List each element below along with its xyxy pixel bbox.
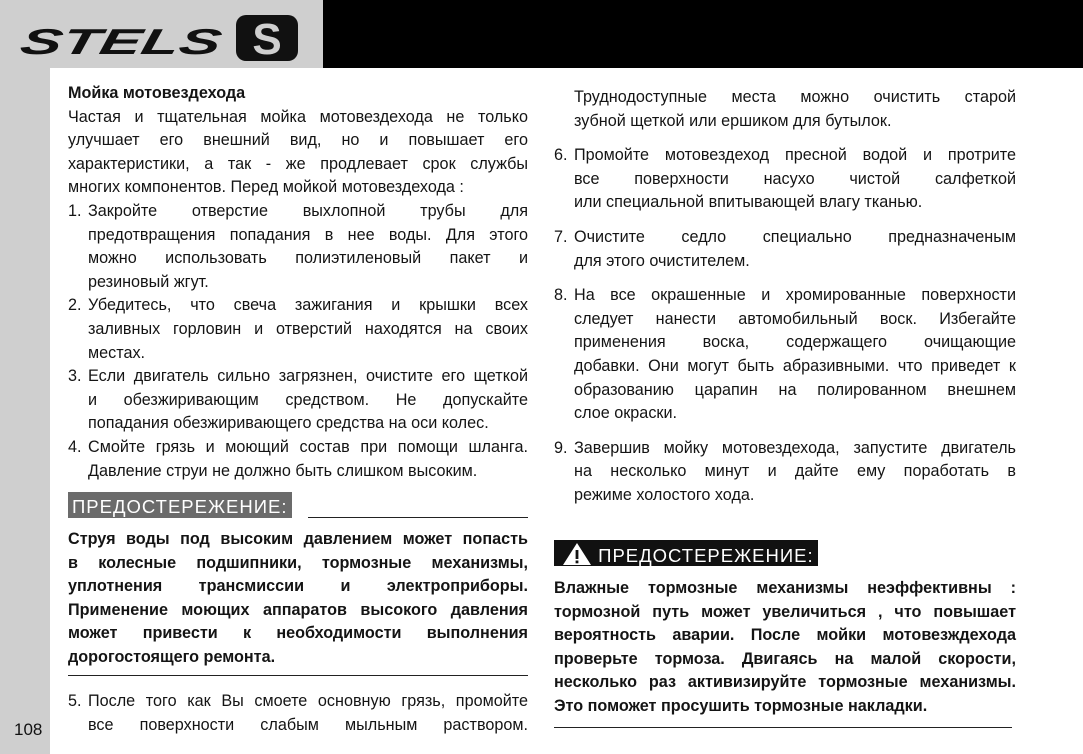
item-line: На все окрашенные и хромированные поверхности (574, 286, 1016, 305)
item-line: Давление струи не должно быть слишком высоким. (88, 461, 478, 480)
item-line: Очистите седло специально предназначеным (574, 227, 1016, 246)
item-line: Промойте мотовездеход пресной водой и протрите (574, 146, 1016, 165)
warning-label: ПРЕДОСТЕРЕЖЕНИЕ: (68, 492, 292, 518)
item-line: попадания обезжиривающего средства на оси колес. (88, 414, 489, 433)
section-title: Мойка мотовездехода (68, 84, 246, 102)
warning-line: Струя воды под высоким давлением может попасть (68, 530, 528, 548)
list-item-1 (68, 200, 528, 294)
item-line: режиме холостого хода. (574, 485, 755, 504)
item-line: резиновый жгут. (88, 272, 209, 291)
item-line: предотвращения попадания в нее воды. Для этого (88, 225, 528, 244)
warning-label: ПРЕДОСТЕРЕЖЕНИЕ: (598, 545, 814, 566)
item-line: заливных горловин и отверстий находятся на своих (88, 319, 528, 338)
item-line: местах. (88, 343, 146, 362)
page-number: 108 (14, 720, 43, 739)
list-item-6 (554, 144, 1016, 215)
item-line: слое окраски. (574, 404, 678, 423)
item-line: все поверхности насухо чистой салфеткой (574, 169, 1016, 188)
side-margin-bar (0, 68, 50, 754)
item-line: или специальной впитывающей влагу тканью. (574, 193, 923, 212)
list-item-8 (554, 284, 1016, 426)
warning-label-box (554, 540, 818, 566)
item-line: зубной щеткой или ершиком для бутылок. (574, 111, 892, 130)
list-item-2 (68, 294, 528, 365)
warning-line: Это поможет просушить тормозные накладки. (554, 696, 928, 715)
divider (554, 727, 1012, 728)
item-line: После того как Вы смоете основную грязь, промойте (88, 692, 528, 710)
warning-line: тормозной путь может увеличиться , что повышает (554, 602, 1016, 621)
warning-line: Влажные тормозные механизмы неэффективны : (554, 579, 1016, 597)
warning-line: дорогостоящего ремонта. (68, 647, 276, 666)
list-number: 6. (554, 146, 568, 165)
brand-logo-area (0, 0, 323, 68)
item-line: все поверхности слабым мыльным раствором. (88, 715, 528, 734)
stels-logo (0, 0, 323, 68)
warning-line: может привести к необходимости выполнения (68, 624, 528, 643)
item-line: Закройте отверстие выхлопной трубы для (88, 201, 528, 220)
list-number: 2. (68, 296, 82, 315)
right-warning-text (554, 577, 1016, 719)
list-item-3 (68, 365, 528, 436)
intro-line: улучшает его внешний вид, но и повышает его (68, 131, 528, 150)
warning-line: несколько раз активизируйте тормозные механизмы. (554, 673, 1016, 692)
brand-mark-letter: S (252, 15, 282, 64)
warning-line: Применение моющих аппаратов высокого давления (68, 600, 528, 619)
left-warning-header (68, 492, 528, 518)
item-line: Если двигатель сильно загрязнен, очистите его щеткой (88, 367, 528, 386)
list-item-7 (554, 226, 1016, 273)
warning-triangle-icon (562, 542, 592, 566)
left-column (68, 82, 528, 483)
item-line: добавки. Они могут быть абразивными. что приведет к (574, 356, 1016, 375)
divider (68, 675, 528, 676)
brand-wordmark: STELS (16, 21, 142, 62)
item-line: Убедитесь, что свеча зажигания и крышки всех (88, 296, 528, 315)
list-item-9 (554, 437, 1016, 508)
item-line: Смойте грязь и моющий состав при помощи шланга. (88, 437, 528, 456)
right-warning-header (554, 540, 1016, 567)
page-header (0, 0, 1083, 68)
list-item-5 (68, 690, 528, 737)
intro-line: многих компонентов. Перед мойкой мотовездехода : (68, 178, 464, 197)
item-line: можно использовать полиэтиленовый пакет и (88, 249, 528, 268)
item-line: применения воска, содержащего очищающие (574, 333, 1016, 352)
left-warning-text (68, 528, 528, 670)
list-number: 4. (68, 437, 82, 456)
right-column (554, 86, 1016, 508)
intro-line: Частая и тщательная мойка мотовездехода не только (68, 107, 528, 126)
list-number: 5. (68, 692, 82, 710)
list-number: 7. (554, 227, 568, 246)
item-line: на несколько минут и дайте ему поработать в (574, 462, 1016, 481)
item-line: образованию царапин на полированном внешнем (574, 380, 1016, 399)
intro-line: характеристики, а так - же продлевает срок службы (68, 154, 528, 173)
list-number: 3. (68, 367, 82, 386)
divider (308, 517, 528, 518)
item-line: Труднодоступные места можно очистить старой (574, 88, 1016, 106)
list-item-5-continued (554, 86, 1016, 133)
item-line: следует нанести автомобильный воск. Избегайте (574, 309, 1016, 328)
item-line: для этого очистителем. (574, 251, 750, 270)
item-line: Завершив мойку мотовездехода, запустите двигатель (574, 438, 1016, 457)
list-number: 9. (554, 438, 568, 457)
list-number: 1. (68, 201, 82, 220)
item-line: и обезжиривающим средством. Не допускайте (88, 390, 528, 409)
warning-line: в колесные подшипники, тормозные механизмы, (68, 553, 528, 572)
list-number: 8. (554, 286, 568, 305)
list-item-4 (68, 436, 528, 483)
warning-line: проверьте тормоза. Двигаясь на малой скорости, (554, 649, 1016, 668)
warning-line: уплотнения трансмиссии и электроприборы. (68, 577, 528, 596)
warning-line: вероятность аварии. После мойки мотовезждехода (554, 626, 1016, 645)
